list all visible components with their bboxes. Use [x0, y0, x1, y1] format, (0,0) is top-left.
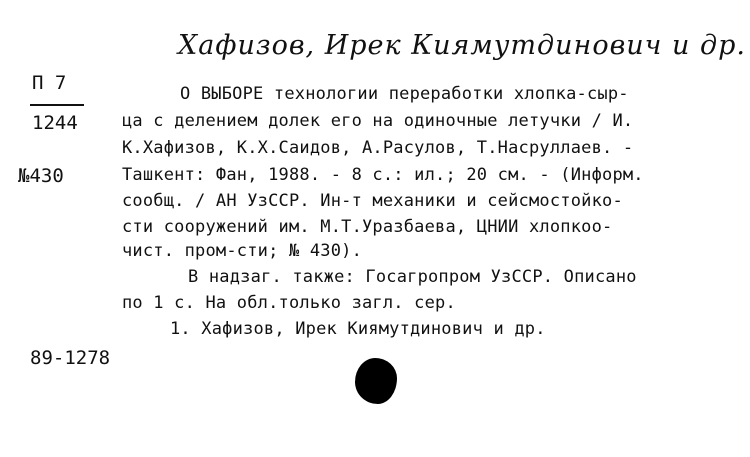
body-line: сти сооружений им. М.Т.Уразбаева, ЦНИИ хлопкоо- — [122, 217, 613, 237]
body-line: чист. пром-сти; № 430). — [122, 241, 363, 261]
shelf-mark-bottom: 1244 — [32, 112, 78, 134]
body-line: по 1 с. На обл.только загл. сер. — [122, 293, 456, 313]
ink-blot — [355, 358, 397, 404]
body-line: сообщ. / АН УзССР. Ин-т механики и сейсмостойко- — [122, 191, 623, 211]
shelf-mark-divider — [30, 104, 84, 106]
body-line: 1. Хафизов, Ирек Киямутдинович и др. — [170, 319, 546, 339]
body-line: О ВЫБОРЕ технологии переработки хлопка-сыр- — [180, 84, 629, 104]
body-line: В надзаг. также: Госагропром УзССР. Описано — [188, 267, 637, 287]
body-line: Ташкент: Фан, 1988. - 8 с.: ил.; 20 см. - (Информ. — [122, 165, 644, 185]
card-number: 89-1278 — [30, 347, 111, 369]
body-line: К.Хафизов, К.Х.Саидов, А.Расулов, Т.Насруллаев. - — [122, 138, 634, 158]
shelf-mark-top: П 7 — [32, 72, 67, 94]
issue-number: №430 — [18, 165, 64, 187]
card-heading-author: Хафизов, Ирек Киямутдинович и др. — [178, 30, 747, 61]
body-line: ца с делением долек его на одиночные летучки / И. — [122, 111, 634, 131]
